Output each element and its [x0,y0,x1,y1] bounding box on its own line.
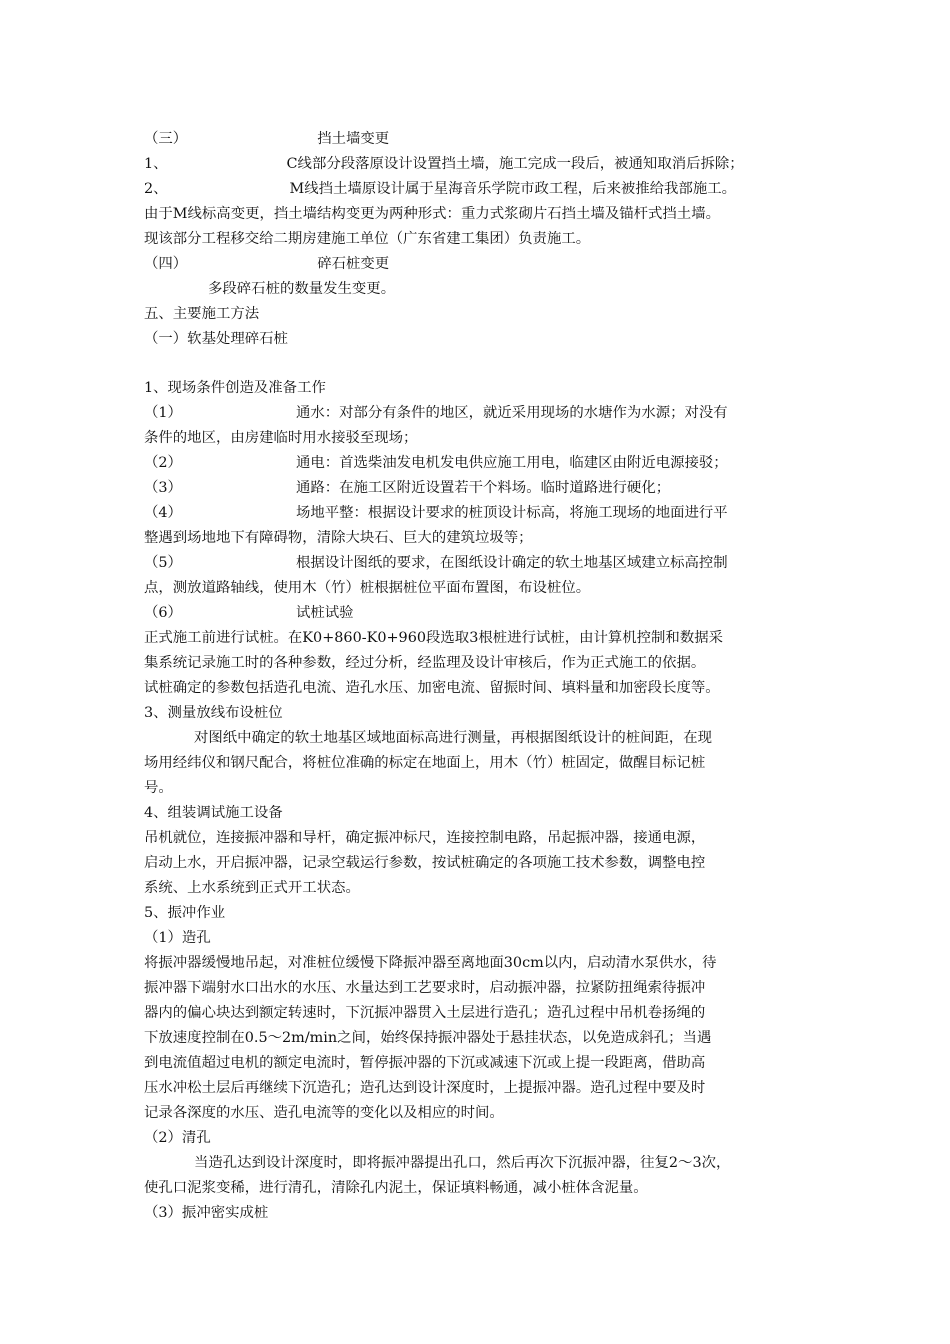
line-text: 通电：首选柴油发电机发电供应施工用电，临建区由附近电源接驳； [295,455,728,471]
doc-line: 场用经纬仪和钢尺配合，将桩位准确的标定在地面上，用木（竹）桩固定，做醒目标记桩 [144,755,706,771]
doc-line [144,479,670,497]
line-text: 场地平整：根据设计要求的桩顶设计标高，将施工现场的地面进行平 [295,505,728,521]
doc-line [144,404,728,422]
subsection-heading: 4、组装调试施工设备 [144,805,283,821]
line-text: 根据设计图纸的要求，在图纸设计确定的软土地基区域建立标高控制 [295,555,728,571]
doc-line: 正式施工前进行试桩。在K0+860-K0+960段选取3根桩进行试桩，由计算机控制和数据采 [144,630,723,646]
subsection-heading: （3）振冲密实成桩 [144,1205,269,1221]
doc-line [144,130,389,148]
line-label: 1、 [144,156,168,172]
doc-line: 吊机就位，连接振冲器和导杆，确定振冲标尺，连接控制电路，吊起振冲器，接通电源， [144,830,706,846]
doc-line: 多段碎石桩的数量发生变更。 [208,281,396,297]
doc-line: 号。 [144,780,173,796]
line-text: 通水：对部分有条件的地区，就近采用现场的水塘作为水源；对没有 [295,405,728,421]
doc-line [144,504,728,522]
doc-line [144,155,744,173]
section-heading: 五、主要施工方法 [144,306,260,322]
doc-line: 对图纸中确定的软土地基区域地面标高进行测量，再根据图纸设计的桩间距，在现 [194,730,713,746]
line-label: （4） [144,505,182,521]
doc-line: 启动上水，开启振冲器，记录空载运行参数，按试桩确定的各项施工技术参数，调整电控 [144,855,706,871]
subsection-heading: 3、测量放线布设桩位 [144,705,283,721]
doc-line: 条件的地区，由房建临时用水接驳至现场； [144,430,418,446]
subsection-heading: 1、现场条件创造及准备工作 [144,380,326,396]
line-label: （6） [144,605,182,621]
doc-line: 到电流值超过电机的额定电流时，暂停振冲器的下沉或减速下沉或上提一段距离，借助高 [144,1055,706,1071]
line-text: 碎石桩变更 [317,256,390,272]
doc-line: 当造孔达到设计深度时，即将振冲器提出孔口，然后再次下沉振冲器，往复2～3次， [194,1155,731,1171]
doc-line [144,255,389,273]
line-label: （三） [144,131,188,147]
doc-line [144,454,728,472]
doc-line: 集系统记录施工时的各种参数，经过分析，经监理及设计审核后，作为正式施工的依据。 [144,655,706,671]
line-text: 挡土墙变更 [317,131,390,147]
doc-line: 由于M线标高变更，挡土墙结构变更为两种形式：重力式浆砌片石挡土墙及锚杆式挡土墙。 [144,206,720,222]
doc-line: 系统、上水系统到正式开工状态。 [144,880,360,896]
doc-line: 器内的偏心块达到额定转速时，下沉振冲器贯入土层进行造孔；造孔过程中吊机卷扬绳的 [144,1005,706,1021]
line-label: 2、 [144,181,168,197]
doc-line: 使孔口泥浆变稀，进行清孔，清除孔内泥土，保证填料畅通，减小桩体含泥量。 [144,1180,648,1196]
line-text: M线挡土墙原设计属于星海音乐学院市政工程，后来被推给我部施工。 [289,181,737,197]
doc-line: 整遇到场地地下有障碍物，清除大块石、巨大的建筑垃圾等； [144,530,533,546]
subsection-heading: 5、振冲作业 [144,905,226,921]
doc-line: 记录各深度的水压、造孔电流等的变化以及相应的时间。 [144,1105,504,1121]
line-label: （2） [144,455,182,471]
line-label: （5） [144,555,182,571]
doc-line [144,180,736,198]
doc-line [144,554,728,572]
doc-line: 下放速度控制在0.5～2m/min之间，始终保持振冲器处于悬挂状态，以免造成斜孔；当遇 [144,1030,712,1046]
doc-line: 振冲器下端射水口出水的水压、水量达到工艺要求时，启动振冲器，拉紧防扭绳索待振冲 [144,980,706,996]
doc-line: 现该部分工程移交给二期房建施工单位（广东省建工集团）负责施工。 [144,231,591,247]
subsection-heading: （一）软基处理碎石桩 [144,331,288,347]
doc-line [144,604,354,622]
doc-line: 将振冲器缓慢地吊起，对准桩位缓慢下降振冲器至离地面30cm以内，启动清水泵供水，待 [144,955,717,971]
line-label: （四） [144,256,188,272]
subsection-heading: （1）造孔 [144,930,211,946]
doc-line: 点，测放道路轴线，使用木（竹）桩根据桩位平面布置图，布设桩位。 [144,580,591,596]
line-text: C线部分段落原设计设置挡土墙，施工完成一段后，被通知取消后拆除； [286,156,744,172]
doc-line: 压水冲松土层后再继续下沉造孔；造孔达到设计深度时，上提振冲器。造孔过程中要及时 [144,1080,706,1096]
line-text: 通路：在施工区附近设置若干个料场。临时道路进行硬化； [295,480,671,496]
subsection-heading: （2）清孔 [144,1130,211,1146]
line-text: 试桩试验 [295,605,354,621]
doc-line: 试桩确定的参数包括造孔电流、造孔水压、加密电流、留振时间、填料量和加密段长度等。 [144,680,720,696]
line-label: （1） [144,405,182,421]
line-label: （3） [144,480,182,496]
